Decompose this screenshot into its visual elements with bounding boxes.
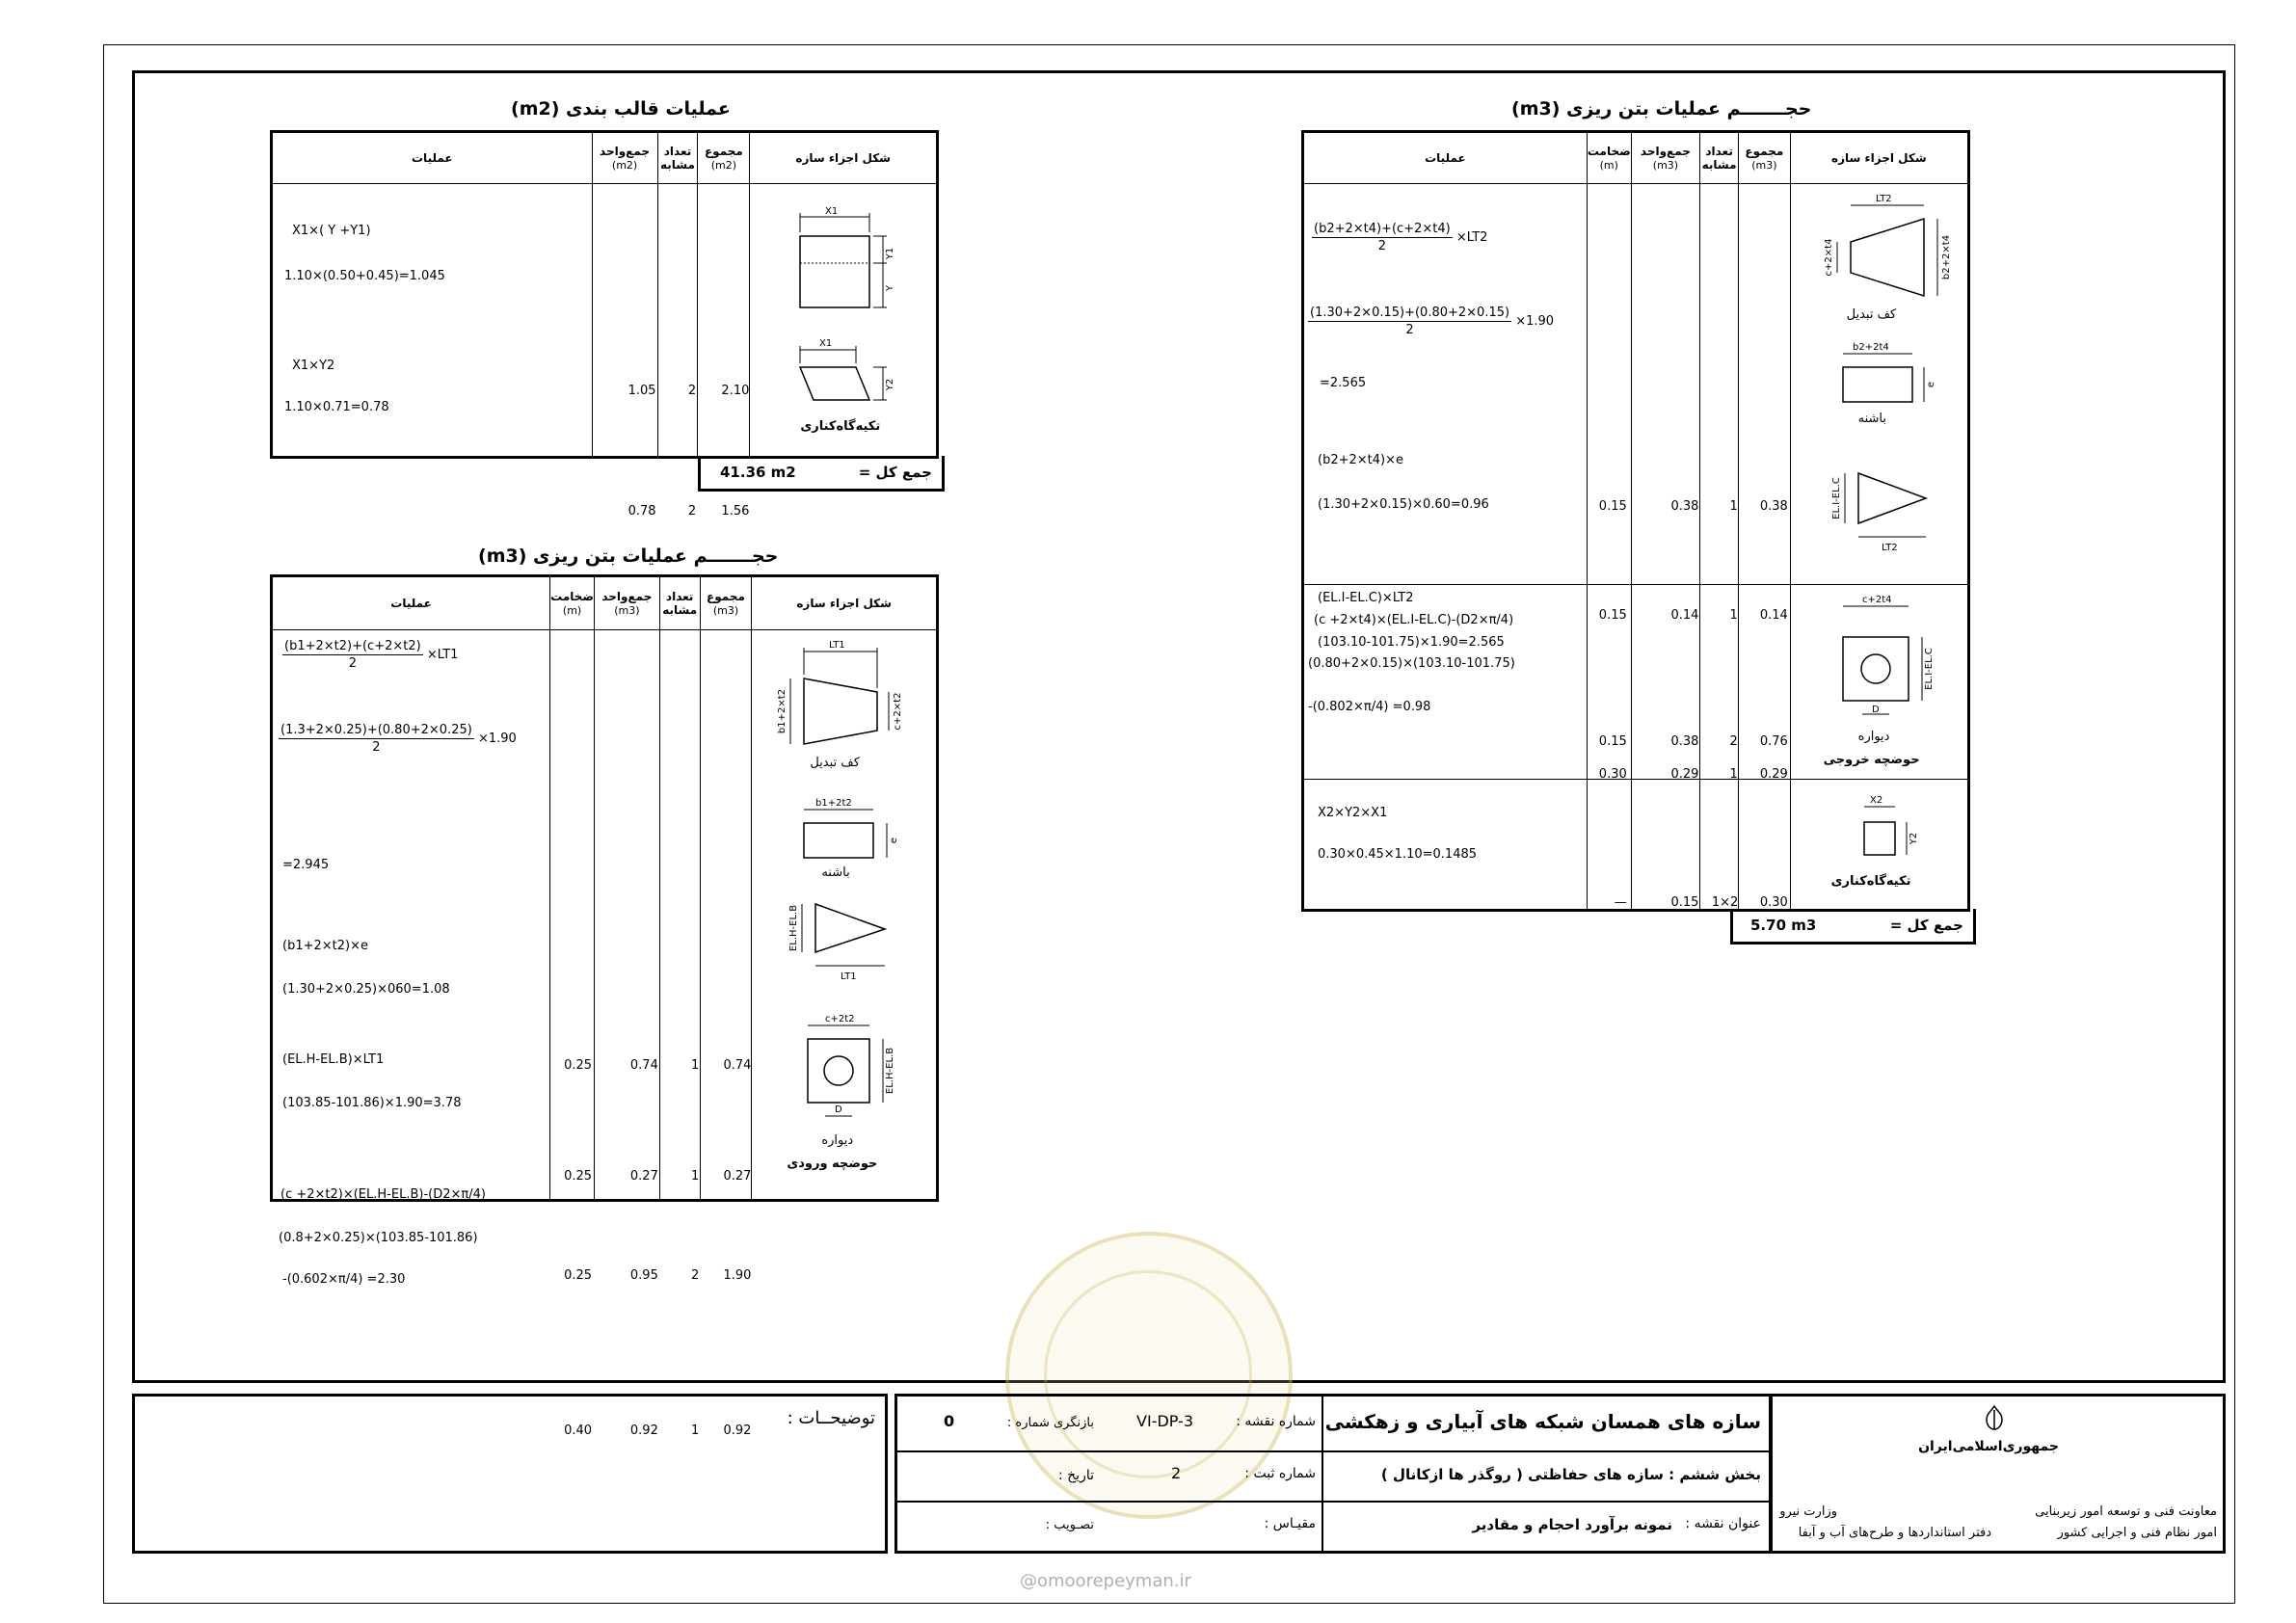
value: 0.29 (1759, 767, 1788, 782)
shape-name: دیواره (1857, 730, 1890, 744)
col-header-total: مجموع (m2) (698, 132, 750, 184)
value: 0.15 (1598, 734, 1627, 749)
concrete-right-shapes-svg-1 (1791, 184, 1974, 585)
value: 0.14 (1759, 608, 1788, 623)
value: 2 (687, 504, 697, 519)
concrete-right-total-box (1730, 909, 1976, 945)
concrete-right-table (1301, 130, 1970, 912)
col-header-count: تعداد مشابه (1700, 132, 1739, 184)
deputy-name: معاونت فنی و توسعه امور زیربنایی (2035, 1504, 2217, 1519)
shape-name: دیواره (821, 1133, 854, 1148)
value: 0.25 (564, 1169, 593, 1184)
value: 0.74 (723, 1058, 752, 1073)
reg-no: 2 (1171, 1464, 1182, 1482)
concrete-right-shape-cell-1 (1790, 184, 1968, 585)
country-name: جمهوری‌اسلامی‌ایران (1918, 1439, 2059, 1454)
col-header-thick: ضخامت (m) (1587, 132, 1631, 184)
y2-label: Y2 (1908, 832, 1919, 845)
concrete-right-ops-cell-3 (1303, 780, 1588, 911)
shape-name: باشنه (1857, 412, 1887, 426)
y-label: Y (885, 284, 896, 292)
approval-label: تصـویب : (1045, 1518, 1094, 1532)
col-header-unit-total: جمع‌واحد (m3) (1631, 132, 1699, 184)
divider (1323, 1450, 1769, 1452)
col-header-count: تعداد مشابه (659, 576, 700, 630)
watermark-text: @omoorepeyman.ir (1020, 1571, 1191, 1591)
col-header-count: تعداد مشابه (657, 132, 698, 184)
value: 0.95 (629, 1268, 658, 1283)
value: 1×2 (1711, 894, 1739, 910)
value: 0.15 (1598, 499, 1627, 514)
elh2-label: EL.H-EL.B (885, 1047, 896, 1095)
value: 1.05 (627, 384, 656, 398)
formula: $\frac{(b2+2\times t4)+(c+2\times t4)}{2}$ ×LT2 (1314, 222, 1488, 253)
value: 1.56 (721, 504, 750, 519)
value: 0.38 (1670, 499, 1699, 514)
formula: X2×Y2×X1 (1318, 806, 1388, 820)
shape-name: حوضچه خروجی (1823, 753, 1920, 767)
shape-name: تکیه‌گاه‌کناری (1830, 874, 1911, 889)
thick-cell (1587, 184, 1631, 749)
scale-label: مقیـاس : (1264, 1516, 1316, 1531)
sheet-no-label: شماره نقشه : (1236, 1414, 1316, 1429)
value: 2 (1729, 734, 1738, 749)
e-label: e (1925, 381, 1936, 388)
x1b-label: X1 (819, 338, 833, 349)
b1-label: b1+2×t2 (777, 688, 788, 734)
notes-box (132, 1394, 888, 1554)
formwork-total-box (698, 456, 945, 492)
col-header-unit-total: جمع‌واحد (m2) (592, 132, 657, 184)
formula: -(0.602×π/4) =2.30 (282, 1272, 406, 1287)
col-header-unit-total: جمع‌واحد (m3) (595, 576, 660, 630)
formula: 1.10×0.71=0.78 (284, 400, 389, 414)
count-cell (1700, 585, 1739, 780)
total-cell (700, 630, 752, 1438)
c2-label: c+2t4 (1861, 595, 1892, 605)
b2b-label: b2+2t4 (1852, 342, 1889, 353)
shape-name: باشنه (821, 865, 850, 880)
formula: $\frac{(1.30+2\times 0.15)+(0.80+2\times 0.15)}{2}$ ×1.90 (1310, 306, 1555, 337)
concrete-right-shapes-svg-2 (1791, 585, 1974, 780)
elh-label: EL.H-EL.B (788, 904, 800, 952)
b2-label: b2+2×t4 (1940, 234, 1952, 280)
value: 2 (687, 384, 697, 398)
count-cell (1700, 780, 1739, 911)
value: 1 (1729, 608, 1738, 623)
unit-total-cell (1631, 585, 1699, 780)
total-label: جمع کل = (858, 464, 932, 481)
value: 1 (691, 1058, 700, 1073)
formula: (b1+2×t2)×e (282, 939, 368, 953)
formula: (b2+2×t4)×e (1318, 453, 1403, 467)
organization-box (1770, 1394, 2226, 1554)
office-name-1: امور نظام فنی و اجرایی کشور (2057, 1526, 2217, 1540)
concrete-left-title: حجـــــــم عملیات بتن ریزی (m3) (478, 545, 779, 567)
value: — (1614, 894, 1627, 910)
total-value: 5.70 m3 (1750, 917, 1817, 934)
drawing-title: نمونه برآورد احجام و مقادیر (1472, 1516, 1672, 1533)
section-title: بخش ششم : سازه های حفاظتی ( روگذر ها ازکانال ) (1380, 1466, 1761, 1483)
lt1b-label: LT1 (841, 971, 857, 982)
value: 0.74 (629, 1058, 658, 1073)
formula: (0.8+2×0.25)×(103.85-101.86) (279, 1231, 478, 1245)
thick-cell (1587, 780, 1631, 911)
shape-name: حوضچه ورودی (787, 1157, 878, 1171)
unit-total-cell (1631, 780, 1699, 911)
concrete-right-title: حجـــــــم عملیات بتن ریزی (m3) (1511, 98, 1812, 120)
formwork-title: عملیات قالب بندی (m2) (511, 98, 731, 120)
value: 0.15 (1670, 894, 1699, 910)
formula: (EL.I-EL.C)×LT2 (1318, 591, 1414, 605)
col-header-thick: ضخامت (m) (550, 576, 595, 630)
formula: (c +2×t4)×(EL.I-EL.C)-(D2×π/4) (1314, 613, 1514, 627)
ministry-name: وزارت نیرو (1779, 1504, 1837, 1519)
total-cell (698, 184, 750, 519)
value: 1.90 (723, 1268, 752, 1283)
e-label: e (889, 837, 900, 844)
col-header-shape: شکل اجزاء سازه (1790, 132, 1968, 184)
formula: 0.30×0.45×1.10=0.1485 (1318, 847, 1478, 862)
value: 1 (1729, 499, 1738, 514)
total-cell (1739, 184, 1791, 749)
value: 2.10 (721, 384, 750, 398)
formwork-ops-cell (272, 184, 593, 458)
eli2-label: EL.I-EL.C (1923, 648, 1935, 690)
b1b-label: b1+2t2 (815, 798, 853, 809)
shape-name: کف تبدیل (810, 756, 860, 770)
unit-total-cell (592, 184, 657, 519)
y2-label: Y2 (885, 378, 896, 391)
total-cell (1739, 780, 1791, 911)
formula: (EL.H-EL.B)×LT1 (282, 1052, 385, 1067)
formula: $\frac{(b1+2\times t2)+(c+2\times t2)}{2}$ ×LT1 (284, 639, 459, 671)
value: 0.15 (1598, 608, 1627, 623)
concrete-left-shapes-svg (752, 630, 941, 1201)
total-label: جمع کل = (1889, 917, 1963, 934)
concrete-right-shape-cell-3 (1790, 780, 1968, 911)
shape-name: کف تبدیل (1846, 307, 1897, 322)
value: 0.27 (723, 1169, 752, 1184)
lt1-label: LT1 (829, 640, 845, 651)
value: 0.30 (1759, 894, 1788, 910)
formula: 1.10×(0.50+0.45)=1.045 (284, 269, 445, 283)
reg-no-label: شماره ثبت : (1244, 1466, 1316, 1481)
count-cell (1700, 184, 1739, 749)
thick-cell (550, 630, 595, 1438)
formula: X1×Y2 (292, 359, 335, 373)
value: 0.76 (1759, 734, 1788, 749)
d-label: D (835, 1104, 843, 1115)
c2-label: c+2t2 (825, 1014, 855, 1024)
value: 2 (691, 1268, 700, 1283)
formula: (1.30+2×0.25)×060=1.08 (282, 982, 450, 997)
formwork-shape-cell (750, 184, 938, 458)
formula: =2.565 (1320, 376, 1367, 390)
notes-label: توضیحــات : (787, 1408, 875, 1428)
value: 0.40 (564, 1423, 593, 1438)
y1-label: Y1 (885, 247, 896, 260)
divider (1322, 1397, 1323, 1551)
col-header-ops: عملیات (1303, 132, 1588, 184)
count-cell (659, 630, 700, 1438)
support-name: تکیه‌گاه‌کناری (800, 419, 881, 434)
value: 0.38 (1759, 499, 1788, 514)
unit-total-cell (1631, 184, 1699, 749)
formula: (1.30+2×0.15)×0.60=0.96 (1318, 497, 1489, 512)
date-label: تاریخ : (1057, 1468, 1094, 1483)
col-header-total: مجموع (m3) (1739, 132, 1791, 184)
value: 0.38 (1670, 734, 1699, 749)
total-cell (1739, 585, 1791, 780)
formula: (0.80+2×0.15)×(103.10-101.75) (1308, 656, 1515, 671)
value: 0.27 (629, 1169, 658, 1184)
d-label: D (1871, 705, 1880, 715)
formula: (c +2×t2)×(EL.H-EL.B)-(D2×π/4) (280, 1187, 486, 1202)
count-cell (657, 184, 698, 519)
col-header-shape: شکل اجزاء سازه (750, 132, 938, 184)
value: 1 (691, 1169, 700, 1184)
sheet-no: VI-DP-3 (1136, 1412, 1194, 1430)
formula: (103.85-101.86)×1.90=3.78 (282, 1096, 462, 1110)
concrete-right-shape-cell-2 (1790, 585, 1968, 780)
col-header-total: مجموع (m3) (700, 576, 752, 630)
emblem-icon (1981, 1404, 2008, 1431)
concrete-left-ops-cell (272, 630, 550, 1287)
lt2-label: LT2 (1875, 194, 1892, 204)
col-header-ops: عملیات (272, 132, 593, 184)
value: 0.29 (1670, 767, 1699, 782)
col-header-shape: شکل اجزاء سازه (752, 576, 938, 630)
x1-label: X1 (825, 206, 839, 217)
office-name-2: دفتر استانداردها و طرح‌های آب و آبفا (1798, 1526, 1991, 1540)
value: 0.25 (564, 1268, 593, 1283)
revision-label: بازنگری شماره : (1006, 1416, 1094, 1430)
value: 0.30 (1598, 767, 1627, 782)
concrete-right-shapes-svg-3 (1791, 780, 1974, 911)
value: 0.14 (1670, 608, 1699, 623)
c-label: c+2×t4 (1823, 238, 1834, 277)
drawing-title-label: عنوان نقشه : (1685, 1516, 1761, 1531)
total-value: 41.36 m2 (720, 464, 796, 481)
drawing-info-box (894, 1394, 1772, 1554)
revision: 0 (944, 1412, 955, 1430)
eli-label: EL.I-EL.C (1830, 477, 1842, 519)
formula: -(0.802×π/4) =0.98 (1308, 700, 1431, 714)
formula: X1×( Y +Y1) (292, 224, 371, 238)
concrete-left-shape-cell (752, 630, 938, 1201)
value: 0.25 (564, 1058, 593, 1073)
value: 1 (691, 1423, 700, 1438)
unit-total-cell (595, 630, 660, 1438)
formula: $\frac{(1.3+2\times 0.25)+(0.80+2\times 0.25)}{2}$ ×1.90 (280, 723, 517, 755)
divider (1323, 1501, 1769, 1503)
project-title: سازه های همسان شبکه های آبیاری و زهکشی (1324, 1410, 1761, 1433)
value: 0.78 (627, 504, 656, 519)
formula: =2.945 (282, 858, 330, 872)
value: 0.92 (629, 1423, 658, 1438)
c-label: c+2×t2 (893, 692, 904, 731)
lt2b-label: LT2 (1881, 543, 1898, 553)
value: 1 (1729, 767, 1738, 782)
formula: (103.10-101.75)×1.90=2.565 (1318, 635, 1505, 650)
thick-cell (1587, 585, 1631, 780)
concrete-right-ops-cell-2 (1303, 585, 1588, 780)
value: 0.92 (723, 1423, 752, 1438)
x2-label: X2 (1869, 795, 1882, 806)
col-header-ops: عملیات (272, 576, 550, 630)
formwork-shapes-svg (750, 184, 939, 458)
